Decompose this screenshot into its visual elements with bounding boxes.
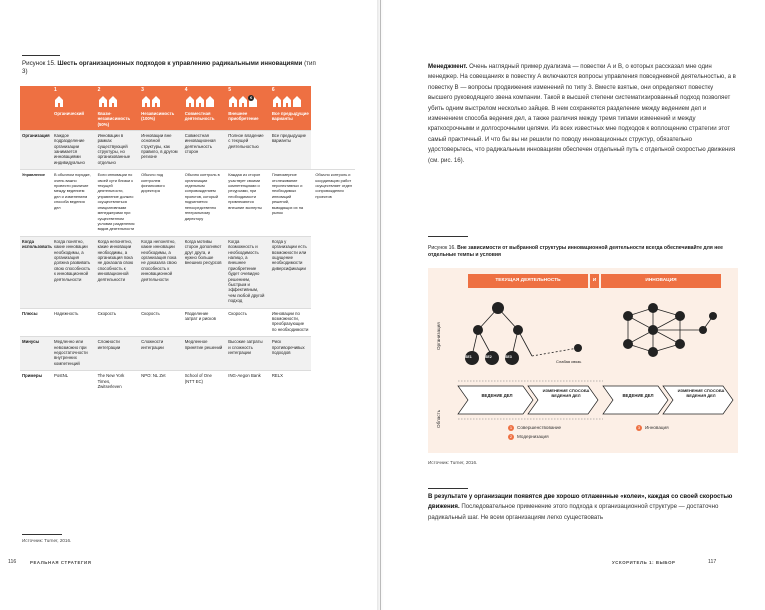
- table-cell: Когда возможность и необходимость налицо, а внешнее приобретение будет очевидно решением, быстрым и эффективным, чем любой другой подход: [224, 236, 268, 308]
- row-label: Организация: [20, 130, 50, 169]
- legend-item-2: [508, 434, 549, 440]
- chevron-doing-left: ВЕДЕНИЕ ДЕЛ: [481, 393, 513, 398]
- paragraph-result: [428, 492, 738, 523]
- table-cell: Разделение затрат и рисков: [181, 308, 225, 337]
- legend-item-1: [508, 425, 561, 431]
- column-label: Квази-независимость (50%): [97, 111, 131, 127]
- table-cell: Обычно контроль в организации отдельным сопровождением проектов, который подчиняется непосредственно генеральному директору: [181, 170, 225, 236]
- figure-15-title: [22, 60, 322, 76]
- table-cell: RELX: [268, 371, 312, 394]
- table-cell: Когда непонятно, какие инновации необходимы, а организация пока не доказала свою способность к инновационной деятельности: [94, 236, 138, 308]
- figure-16-prefix: Рисунок 16.: [428, 245, 456, 251]
- figure-15-bold: Шесть организационных подходов к управлению радикальными инновациями: [57, 60, 303, 67]
- building-icon: [272, 94, 310, 108]
- table-cell: Инновации в рамках существующей структуры, но организованные отдельно: [94, 130, 138, 169]
- legend-item-3: [636, 425, 669, 431]
- table-cell: Сложности интеграции: [137, 337, 181, 371]
- table-cell: Риск противоречивых подходов: [268, 337, 312, 371]
- table-cell: ING-Aegon Bank: [224, 371, 268, 394]
- column-label: Независимость (100%): [141, 111, 175, 122]
- column-number: 2: [97, 87, 101, 93]
- chevron-change-right: ИЗМЕНЕНИЕ СПОСОБА ВЕДЕНИЯ ДЕЛ: [677, 388, 725, 398]
- running-head-left: РЕАЛЬНАЯ СТРАТЕГИЯ: [30, 560, 92, 565]
- table-cell: Каждая из сторон участвует своими компетенциями и ресурсами, при необходимости привлекаются внешние эксперты: [224, 170, 268, 236]
- table-cell: Когда мотивы сторон дополняют друг друга, и нужно больше внешних ресурсов: [181, 236, 225, 308]
- paragraph-rule: [428, 488, 468, 489]
- column-number: 6: [271, 87, 275, 93]
- building-icon: [185, 94, 223, 108]
- table-cell: Скорость: [94, 308, 138, 337]
- column-header-1: [50, 86, 94, 130]
- page-number-right: 117: [708, 559, 717, 565]
- table-cell: Когда у организации есть возможности или ощущение необходимости диверсификации: [268, 236, 312, 308]
- axis-area-label: Область: [436, 409, 441, 428]
- chevron-doing-right: ВЕДЕНИЕ ДЕЛ: [622, 393, 654, 398]
- chevron-change-left: ИЗМЕНЕНИЕ СПОСОБА ВЕДЕНИЯ ДЕЛ: [542, 388, 590, 398]
- column-label: Совместная деятельность: [184, 111, 215, 122]
- table-row: [20, 130, 355, 169]
- table-cell: The New York Times, Zwitserleven: [94, 371, 138, 394]
- figure-16-title: [428, 245, 738, 259]
- table-cell: Когда непонятно, какие инновации необходимы, а организация пока не доказала свою способность к инновационной деятельности: [137, 236, 181, 308]
- column-header-6: [268, 86, 312, 130]
- axis-organization-label: Организация: [436, 322, 441, 350]
- table-cell: Инновации вне основной структуры, как правило, в другом регионе: [137, 130, 181, 169]
- figure-15-source: Источник: Turner, 2016.: [22, 538, 72, 543]
- table-cell: Обычно контроль и координацию работ осуществляет отдел сопровождения проектов: [311, 170, 355, 236]
- figure-rule: [22, 55, 60, 56]
- node-se1: SE1: [465, 355, 472, 359]
- band-join: И: [590, 274, 599, 288]
- legend-dot-1: 1: [509, 425, 513, 430]
- column-header-4: [181, 86, 225, 130]
- table-cell: PostNL: [50, 371, 94, 394]
- weak-link-label: Слабая связь: [556, 359, 582, 364]
- band-innovation: ИННОВАЦИЯ: [601, 274, 721, 288]
- figure-15-suffix: (тип 3): [22, 60, 316, 75]
- table-row: [20, 337, 355, 371]
- table-row: [20, 170, 355, 236]
- building-icon: [98, 94, 136, 108]
- row-label: Когда использовать: [20, 236, 50, 308]
- approaches-table: [20, 86, 355, 393]
- table-cell: Обычно под контролем финансового директора: [137, 170, 181, 236]
- table-row: [20, 371, 355, 394]
- table-cell: Полное владение с текущей деятельностью: [224, 130, 268, 169]
- column-number: 5: [228, 87, 232, 93]
- network-diagram: [428, 268, 738, 453]
- column-header-5: [224, 86, 268, 130]
- table-cell: Когда понятно, какие инновации необходимы, а организация должна развивать свою способность к инновационной деятельности: [50, 236, 94, 308]
- book-spine-line: [380, 0, 381, 610]
- legend-label-2: Модернизация: [517, 434, 549, 440]
- node-se2: SE2: [485, 355, 492, 359]
- legend-dot-3: 3: [637, 425, 641, 430]
- table-cell: Все предыдущие варианты: [268, 130, 312, 169]
- table-cell: Медленное принятие решений: [181, 337, 225, 371]
- paragraph-result-text: Последовательное применение этого подхода к организационной структуре — достаточно радикальный шаг. Не всем организациям легко существовать: [428, 503, 719, 521]
- legend-label-1: Совершенствование: [517, 425, 562, 431]
- paragraph-result-lead: В результате у организации появятся две хорошо отлаженные «колеи», каждая со своей скоростью движения.: [428, 493, 733, 511]
- row-label: Минусы: [20, 337, 50, 371]
- table-cell: NPO: NL Zet: [137, 371, 181, 394]
- page-number-left: 116: [8, 559, 17, 565]
- table-row: [20, 236, 355, 308]
- table-corner: [20, 86, 50, 130]
- column-label: Органический: [54, 111, 85, 117]
- column-header-3: [137, 86, 181, 130]
- column-label: Все предыдущие варианты: [271, 111, 309, 122]
- row-label: Примеры: [20, 371, 50, 394]
- node-se3: SE3: [505, 355, 512, 359]
- table-cell: В обычном порядке, очень важно провести различие между ведением дел и изменением способа ведения дел: [50, 170, 94, 236]
- table-cell: School of One (NTT EC): [181, 371, 225, 394]
- column-number: 1: [54, 87, 57, 93]
- column-number: 3: [141, 87, 144, 93]
- figure-16-bold: Вне зависимости от выбранной структуры инновационной деятельности всегда обеспечивайте для нее отдельные темпы и условия: [428, 245, 723, 258]
- column-header-2: [94, 86, 138, 130]
- band-current-activity: ТЕКУЩАЯ ДЕЯТЕЛЬНОСТЬ: [468, 274, 588, 288]
- column-number: 4: [184, 87, 188, 93]
- table-row: [20, 308, 355, 337]
- euro-badge-icon: €: [250, 95, 253, 101]
- figure-15-prefix: Рисунок 15.: [22, 60, 56, 67]
- table-cell: Медленно или невозможно при недостаточности внутренних компетенций: [50, 337, 94, 371]
- table-cell: Надежность: [50, 308, 94, 337]
- table-cell: Если инновации по своей сути близки к текущей деятельности, управление должно осуществляться инициативными менеджерами при существенном условии разделения видов деятельности: [94, 170, 138, 236]
- table-cell: Инновации по возможности, преобразующие по необходимости: [268, 308, 312, 337]
- table-cell: Скорость: [137, 308, 181, 337]
- legend-label-3: Инновация: [645, 425, 669, 431]
- row-label: Плюсы: [20, 308, 50, 337]
- paragraph-management-lead: Менеджмент.: [428, 63, 468, 70]
- table-cell: Высокие затраты и сложность интеграции: [224, 337, 268, 371]
- legend-dot-2: 2: [509, 434, 513, 439]
- network-nodes: [473, 302, 717, 357]
- column-label: Внешнее приобретение: [228, 111, 259, 122]
- paragraph-management: [428, 62, 738, 166]
- building-icon: [54, 94, 92, 108]
- source-rule: [22, 534, 62, 535]
- figure-16-diagram: [428, 268, 738, 453]
- table-cell: Каждое подразделение организации занимается инновациями индивидуально: [50, 130, 94, 169]
- figure-16-source: Источник: Turner, 2016.: [428, 460, 478, 465]
- building-icon: [141, 94, 179, 108]
- row-label: Управление: [20, 170, 50, 236]
- table-cell: Планомерное отслеживание перспективных и необходимых инноваций решений, выводящих их на рынок: [268, 170, 312, 236]
- paragraph-management-text: Очень наглядный пример дуализма — повестки А и В, о которых рассказал мне один менеджер. На совещаниях в повестку А включаются вопросы управления повседневной деятельностью, а в повестку В — вопросы продвижения изменений по типу 3. Вместе взятые, они определяют повестку высшего руководящего звена компании. Такой в высшей степени систематизированный подход позволяет убить одним выстрелом несколько зайцев. В нем сохраняется разделение между ведением дел и изменением способа ведения дел, а также различия между тремя типами изменений и между краткосрочными и долгосрочными целями. Из всех известных мне подходов к воплощению стратегии этот самый практичный. И что бы вы ни решили по поводу инновационных структур, обязательно удостоверьтесь, что радикальным инновациям обеспечен отдельный путь с отдельной скоростью движения (см. рис. 16).: [428, 63, 736, 164]
- figure-16-rule: [428, 236, 468, 237]
- running-head-right: УСКОРИТЕЛЬ 1: ВЫБОР: [612, 560, 676, 565]
- table-cell: Скорость: [224, 308, 268, 337]
- table-cell: Сложности интеграции: [94, 337, 138, 371]
- building-icon: [228, 94, 266, 108]
- table-cell: Совместная инновационная деятельность сторон: [181, 130, 225, 169]
